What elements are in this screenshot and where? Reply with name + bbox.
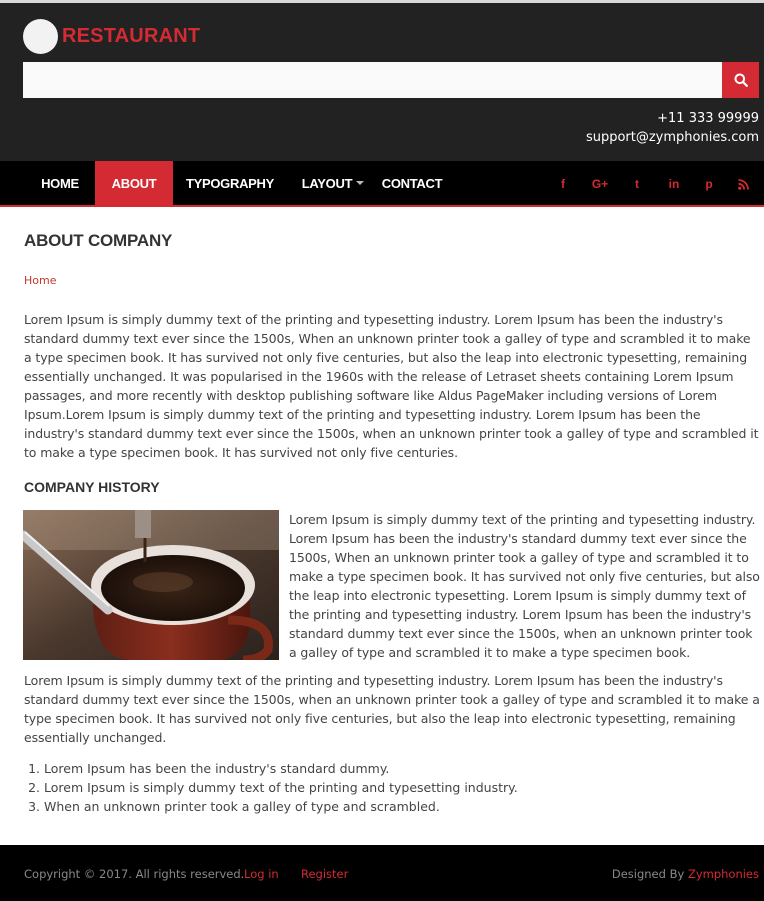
logo-icon [23,19,58,54]
rss-symbol [738,179,749,190]
pinterest-icon[interactable]: p [705,177,713,191]
nav-item-contact[interactable]: CONTACT [381,176,443,191]
section-title: COMPANY HISTORY [24,479,160,495]
twitter-icon[interactable]: t [635,177,639,191]
nav-item-home[interactable]: HOME [41,176,79,191]
rss-icon[interactable] [733,161,753,207]
nav-item-about[interactable]: ABOUT [95,161,173,207]
list-item: 3. When an unknown printer took a galley of type and scrambled. [44,797,744,816]
site-logo[interactable] [23,19,200,54]
search-bar [23,62,759,98]
page-title: ABOUT COMPANY [24,231,173,250]
breadcrumb-home[interactable]: Home [24,274,57,287]
chevron-down-icon [356,181,364,185]
nav-item-layout[interactable]: LAYOUT [301,176,353,191]
ordered-list [44,759,744,816]
login-link[interactable]: Log in [244,867,279,881]
brand-link[interactable]: Zymphonies [687,867,759,881]
copyright-text: Copyright © 2017. All rights reserved. [24,867,245,881]
history-paragraph: Lorem Ipsum is simply dummy text of the printing and typesetting industry. Lorem Ipsum has been the industry's standard dummy text ever since the 1500s, When an unknown printer took a galley of type and scrambled it to make a type specimen book. It has survived not only five centuries, but also the leap into electronic typesetting. Lorem Ipsum is simply dummy text of the printing and typesetting industry. Lorem Ipsum has been the industry's standard dummy text ever since the 1500s, when an unknown printer took a galley of type and scrambled it to make a type specimen book. [289,512,760,660]
coffee-image [23,510,279,660]
contact-phone: +11 333 99999 [657,111,759,126]
list-item: 1. Lorem Ipsum has been the industry's standard dummy. [44,759,744,778]
intro-paragraph: Lorem Ipsum is simply dummy text of the printing and typesetting industry. Lorem Ipsum has been the industry's standard dummy text ever since the 1500s, When an unknown printer took a galley of type and scrambled it to make a type specimen book. It has survived not only five centuries, but also the leap into electronic typesetting, remaining essentially unchanged. It was popularised in the 1960s with the release of Letraset sheets containing Lorem Ipsum passages, and more recently with desktop publishing software like Aldus PageMaker including versions of Lorem Ipsum.Lorem Ipsum is simply dummy text of the printing and typesetting industry. Lorem Ipsum has been the industry's standard dummy text ever since the 1500s, when an unknown printer took a galley of type and scrambled it to make a type specimen book. It has survived not only five centuries. [24,312,759,460]
linkedin-icon[interactable]: in [668,177,680,191]
google-plus-icon[interactable]: G+ [591,177,609,191]
main-nav [0,161,764,207]
search-icon [734,73,748,87]
logo-text: RESTAURANT [62,25,201,47]
nav-item-typography[interactable]: TYPOGRAPHY [185,176,274,191]
site-header [0,0,764,161]
contact-email[interactable]: support@zymphonies.com [585,130,759,145]
search-input[interactable] [23,62,722,98]
search-button[interactable] [722,62,759,98]
coffee-cup-illustration [23,510,279,660]
register-link[interactable]: Register [301,867,349,881]
facebook-icon[interactable]: f [561,177,565,191]
contact-info [586,109,759,147]
list-item: 2. Lorem Ipsum is simply dummy text of the printing and typesetting industry. [44,778,744,797]
site-footer [0,845,764,901]
designed-by [612,867,759,881]
closing-paragraph: Lorem Ipsum is simply dummy text of the printing and typesetting industry. Lorem Ipsum has been the industry's standard dummy text ever since the 1500s, when an unknown printer took a galley of type and scrambled it to make a type specimen book. It has survived not only five centuries, but also the leap into electronic typesetting, remaining essentially unchanged. [24,673,760,745]
designed-by-label: Designed By [611,867,685,881]
